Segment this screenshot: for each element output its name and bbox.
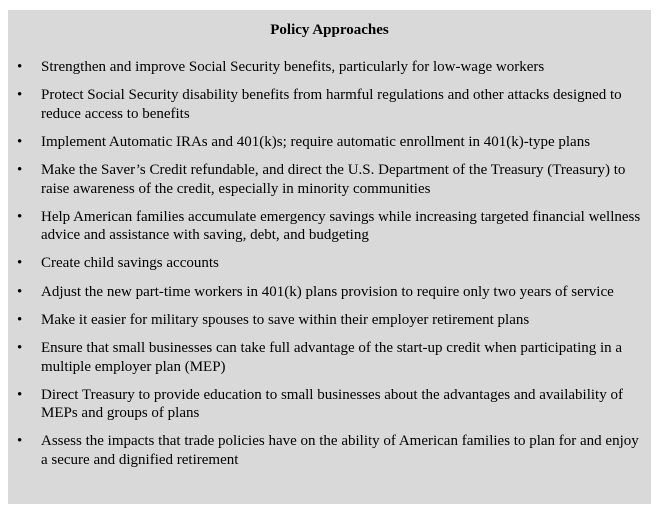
bullet-icon: • (17, 340, 23, 356)
list-item-text: Assess the impacts that trade policies have on the ability of American families to plan for and enjoy a secure and dignified retirement (41, 433, 639, 468)
list-item (8, 86, 651, 123)
list-item (8, 386, 651, 423)
list-item (8, 133, 651, 152)
list-item (8, 311, 651, 330)
bullet-icon: • (17, 283, 23, 300)
list-item (8, 283, 651, 302)
list-item (8, 339, 651, 376)
list-item-text: Direct Treasury to provide education to small businesses about the advantages and availability of MEPs and groups of plans (41, 386, 623, 422)
list-item-text: Ensure that small businesses can take full advantage of the start-up credit when participating in a multiple employer plan (MEP) (41, 340, 623, 375)
list-item (8, 161, 651, 198)
bullet-icon: • (17, 311, 23, 328)
list-item-text: Strengthen and improve Social Security benefits, particularly for low-wage workers (41, 59, 545, 75)
list-item-text: Protect Social Security disability benefits from harmful regulations and other attacks designed to reduce access to benefits (41, 87, 622, 122)
box-title: Policy Approaches (270, 22, 389, 38)
bullet-icon: • (17, 386, 23, 403)
list-item-text: Adjust the new part-time workers in 401(k) plans provision to require only two years of service (41, 283, 614, 300)
list-item (8, 432, 651, 469)
list-item (8, 58, 651, 77)
bullet-icon: • (17, 162, 23, 179)
list-item (8, 254, 651, 273)
bullet-icon: • (17, 433, 23, 450)
list-item-text: Create child savings accounts (41, 255, 219, 272)
bullet-icon: • (17, 87, 23, 104)
bullet-icon: • (17, 133, 23, 150)
list-item-text: Implement Automatic IRAs and 401(k)s; require automatic enrollment in 401(k)-type plans (41, 133, 591, 150)
list-item-text: Make the Saver’s Credit refundable, and direct the U.S. Department of the Treasury (Treasury) to raise awareness of the credit, especially in minority communities (41, 162, 626, 197)
bullet-icon: • (17, 59, 23, 75)
bullet-icon: • (17, 208, 23, 225)
list-item (8, 208, 651, 245)
list-item-text: Make it easier for military spouses to save within their employer retirement plans (41, 311, 530, 328)
policy-list (8, 58, 651, 479)
list-item-text: Help American families accumulate emergency savings while increasing targeted financial wellness advice and assistance with saving, debt, and budgeting (41, 208, 641, 244)
policy-approaches-box (8, 10, 651, 504)
bullet-icon: • (17, 255, 23, 272)
